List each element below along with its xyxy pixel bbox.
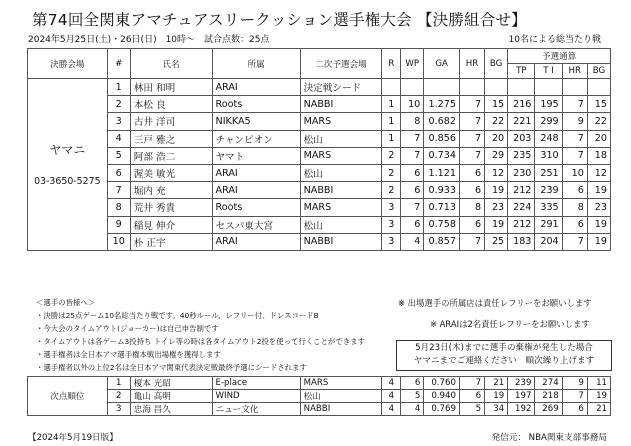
tp-cell: 216 <box>508 96 535 113</box>
header-ga: GA <box>424 49 460 79</box>
tbg-cell: 22 <box>587 113 610 130</box>
affil-cell: NIKKA5 <box>212 113 300 130</box>
prelim-cell: 松山 <box>300 390 382 403</box>
tbg-cell: 15 <box>587 96 610 113</box>
issuer: 発信元： NBA関東支部事務局 <box>491 433 607 443</box>
ga-cell: 0.933 <box>424 182 460 199</box>
ga-cell: 0.857 <box>424 233 460 250</box>
name-cell: 林田 和明 <box>130 79 212 96</box>
r-cell: 2 <box>382 147 401 164</box>
r-cell: 1 <box>382 113 401 130</box>
bg-cell: 34 <box>485 403 508 416</box>
thr-cell: 9 <box>562 113 587 130</box>
header-num: # <box>107 49 130 79</box>
ti-cell: 218 <box>535 390 562 403</box>
r-cell: 2 <box>382 164 401 181</box>
num-cell: 3 <box>107 113 130 130</box>
wp-cell: 6 <box>401 216 424 233</box>
ti-cell: 239 <box>535 182 562 199</box>
table-row <box>28 403 611 416</box>
affil-cell: ヤマト <box>212 147 300 164</box>
hr-cell: 6 <box>459 216 484 233</box>
bg-cell: 20 <box>485 130 508 147</box>
num-cell: 10 <box>107 233 130 250</box>
tp-cell: 212 <box>508 182 535 199</box>
note-line: ＜選手の皆様へ＞ <box>36 298 96 307</box>
header-ti: T I <box>535 64 562 79</box>
num-cell: 7 <box>107 182 130 199</box>
prelim-cell: MARS <box>300 377 382 390</box>
wp-cell: 5 <box>401 390 424 403</box>
header-wp: WP <box>401 49 424 79</box>
tbg-cell: 19 <box>587 182 610 199</box>
affil-cell: ニュー文化 <box>212 403 300 416</box>
bg-cell: 29 <box>485 147 508 164</box>
bg-cell <box>485 79 508 96</box>
wp-cell <box>401 79 424 96</box>
num-cell: 9 <box>107 216 130 233</box>
affil-cell: ARAI <box>212 233 300 250</box>
thr-cell: 6 <box>562 403 587 416</box>
venue-cell <box>28 79 108 251</box>
wp-cell: 4 <box>401 233 424 250</box>
table-row <box>28 164 611 181</box>
hr-cell: 7 <box>459 96 484 113</box>
note-line: ・選手権者以外の上位2名は全日本アマ関東代表決定戦最終予選にシードされます <box>36 363 307 372</box>
tp-cell: 221 <box>508 113 535 130</box>
thr-cell: 8 <box>562 199 587 216</box>
name-cell: 堀内 充 <box>130 182 212 199</box>
tp-cell: 192 <box>508 403 535 416</box>
table-row <box>28 199 611 216</box>
r-cell: 4 <box>382 403 401 416</box>
header-venue: 決勝会場 <box>28 49 108 79</box>
tbg-cell: 12 <box>587 164 610 181</box>
ti-cell: 251 <box>535 164 562 181</box>
num-cell: 2 <box>107 96 130 113</box>
prelim-cell: 松山 <box>300 164 382 181</box>
tbg-cell: 21 <box>587 403 610 416</box>
name-cell: 朴 正宇 <box>130 233 212 250</box>
affil-cell: Roots <box>212 199 300 216</box>
hr-cell: 6 <box>459 182 484 199</box>
ti-cell: 204 <box>535 233 562 250</box>
ti-cell: 335 <box>535 199 562 216</box>
tbg-cell: 19 <box>587 390 610 403</box>
name-cell: 古井 洋司 <box>130 113 212 130</box>
name-cell: 忠海 昌久 <box>130 403 212 416</box>
prelim-cell: NABBI <box>300 182 382 199</box>
r-cell: 1 <box>382 96 401 113</box>
r-cell: 2 <box>382 182 401 199</box>
prelim-cell: MARS <box>300 113 382 130</box>
thr-cell: 7 <box>562 147 587 164</box>
hr-cell: 7 <box>459 147 484 164</box>
ga-cell: 0.758 <box>424 216 460 233</box>
bg-cell: 19 <box>485 182 508 199</box>
ga-cell: 0.734 <box>424 147 460 164</box>
format-note: 10名による総当たり戦 <box>508 35 601 45</box>
bg-cell: 19 <box>485 216 508 233</box>
bg-cell: 15 <box>485 96 508 113</box>
thr-cell <box>562 79 587 96</box>
num-cell: 8 <box>107 199 130 216</box>
table-row <box>28 130 611 147</box>
referee-note-2: ※ ARAIは2名責任レフリーをお願いします <box>430 319 590 329</box>
affil-cell: ARAI <box>212 79 300 96</box>
ga-cell: 0.713 <box>424 199 460 216</box>
table-row <box>28 216 611 233</box>
tp-cell: 230 <box>508 164 535 181</box>
header-name: 氏名 <box>130 49 212 79</box>
header-tp: TP <box>508 64 535 79</box>
ti-cell: 299 <box>535 113 562 130</box>
header-total: 予選通算 <box>508 49 611 64</box>
r-cell: 4 <box>382 377 401 390</box>
ti-cell: 269 <box>535 403 562 416</box>
tbg-cell: 20 <box>587 130 610 147</box>
name-cell: 渥美 敏光 <box>130 164 212 181</box>
prelim-cell: MARS <box>300 147 382 164</box>
ti-cell: 310 <box>535 147 562 164</box>
table-row <box>28 79 611 96</box>
date-line: 2024年5月25日(土)・26日(日) 10時〜 試合点数：25点 <box>28 35 270 45</box>
header-thr: HR <box>562 64 587 79</box>
table-row <box>28 233 611 250</box>
tp-cell: 197 <box>508 390 535 403</box>
reserve-label: 次点順位 <box>28 377 108 416</box>
ga-cell: 0.682 <box>424 113 460 130</box>
r-cell: 4 <box>382 390 401 403</box>
ti-cell: 248 <box>535 130 562 147</box>
referee-note-1: ※ 出場選手の所属店は責任レフリーをお願いします <box>398 298 592 308</box>
header-prelim: 二次予選会場 <box>300 49 382 79</box>
affil-cell: ARAI <box>212 182 300 199</box>
withdrawal-notice-line: 5月23日(木)までに選手の棄権が発生した場合 <box>415 343 593 353</box>
header-affil: 所属 <box>212 49 300 79</box>
num-cell: 6 <box>107 164 130 181</box>
tp-cell: 235 <box>508 147 535 164</box>
affil-cell: E-place <box>212 377 300 390</box>
header-tbg: BG <box>587 64 610 79</box>
thr-cell: 6 <box>562 182 587 199</box>
ga-cell: 0.769 <box>424 403 460 416</box>
affil-cell: ARAI <box>212 164 300 181</box>
num-cell: 1 <box>107 79 130 96</box>
ga-cell: 1.121 <box>424 164 460 181</box>
hr-cell: 7 <box>459 130 484 147</box>
ti-cell: 274 <box>535 377 562 390</box>
ga-cell: 0.856 <box>424 130 460 147</box>
hr-cell <box>459 79 484 96</box>
withdrawal-notice-box <box>396 340 612 371</box>
prelim-cell: NABBI <box>300 96 382 113</box>
r-cell: 3 <box>382 216 401 233</box>
hr-cell: 6 <box>459 390 484 403</box>
tp-cell: 224 <box>508 199 535 216</box>
tbg-cell: 19 <box>587 233 610 250</box>
page-title: 第74回全関東アマチュアスリークッション選手権大会 【決勝組合せ】 <box>32 11 527 29</box>
tbg-cell: 23 <box>587 199 610 216</box>
note-line: ・決勝は25点ゲーム10名総当たり戦です。40秒ルール、レフリー付、ドレスコードB <box>36 311 319 320</box>
bg-cell: 21 <box>485 377 508 390</box>
bg-cell: 23 <box>485 199 508 216</box>
ga-cell: 1.275 <box>424 96 460 113</box>
prelim-cell: 松山 <box>300 130 382 147</box>
wp-cell: 7 <box>401 147 424 164</box>
prelim-cell: NABBI <box>300 403 382 416</box>
ti-cell: 291 <box>535 216 562 233</box>
tbg-cell: 18 <box>587 147 610 164</box>
thr-cell: 9 <box>562 377 587 390</box>
affil-cell: WIND <box>212 390 300 403</box>
wp-cell: 6 <box>401 182 424 199</box>
prelim-cell: MARS <box>300 199 382 216</box>
note-line: ・選手権者は全日本アマ選手権本戦出場権を獲得します <box>36 350 221 359</box>
tbg-cell: 11 <box>587 377 610 390</box>
thr-cell: 6 <box>562 216 587 233</box>
prelim-cell: 松山 <box>300 216 382 233</box>
withdrawal-notice-line: ヤマニまでご連絡ください 順次繰り上げます <box>413 356 595 366</box>
tp-cell: 183 <box>508 233 535 250</box>
header-row <box>28 49 611 64</box>
thr-cell: 7 <box>562 130 587 147</box>
tbg-cell: 19 <box>587 216 610 233</box>
affil-cell: Roots <box>212 96 300 113</box>
header-bg: BG <box>485 49 508 79</box>
r-cell: 3 <box>382 199 401 216</box>
hr-cell: 6 <box>459 164 484 181</box>
ga-cell: 0.760 <box>424 377 460 390</box>
affil-cell: セスパ東大宮 <box>212 216 300 233</box>
wp-cell: 4 <box>401 403 424 416</box>
name-cell: 榎本 光昭 <box>130 377 212 390</box>
thr-cell: 7 <box>562 96 587 113</box>
thr-cell: 10 <box>562 164 587 181</box>
hr-cell: 7 <box>459 113 484 130</box>
bg-cell: 22 <box>485 113 508 130</box>
venue-phone: 03-3650-5275 <box>34 176 101 188</box>
r-cell: 1 <box>382 130 401 147</box>
header-hr: HR <box>459 49 484 79</box>
thr-cell: 7 <box>562 390 587 403</box>
prelim-cell: NABBI <box>300 233 382 250</box>
wp-cell: 6 <box>401 377 424 390</box>
hr-cell: 7 <box>459 233 484 250</box>
bg-cell: 12 <box>485 164 508 181</box>
note-line: ・今大会のタイムアウト(ジョーカー)は自己申告制です <box>36 324 219 333</box>
r-cell <box>382 79 401 96</box>
hr-cell: 8 <box>459 199 484 216</box>
name-cell: 亀山 高明 <box>130 390 212 403</box>
num-cell: 3 <box>107 403 130 416</box>
reserve-table <box>27 376 611 416</box>
tp-cell <box>508 79 535 96</box>
ga-cell: 0.940 <box>424 390 460 403</box>
bg-cell: 19 <box>485 390 508 403</box>
r-cell: 3 <box>382 233 401 250</box>
bracket-table <box>27 48 611 251</box>
num-cell: 2 <box>107 390 130 403</box>
hr-cell: 7 <box>459 377 484 390</box>
table-row <box>28 390 611 403</box>
name-cell: 阿部 浩二 <box>130 147 212 164</box>
header-r: R <box>382 49 401 79</box>
wp-cell: 7 <box>401 130 424 147</box>
table-row <box>28 182 611 199</box>
table-row <box>28 96 611 113</box>
name-cell: 三戸 雅之 <box>130 130 212 147</box>
name-cell: 荒井 秀貴 <box>130 199 212 216</box>
tp-cell: 239 <box>508 377 535 390</box>
venue-name: ヤマニ <box>49 143 86 158</box>
note-line: ・タイムアウトは各ゲーム3投持ち トイレ等の時は各タイムアウト2投を使って行くことができます <box>36 337 365 346</box>
table-row <box>28 377 611 390</box>
name-cell: 稲見 伸介 <box>130 216 212 233</box>
num-cell: 1 <box>107 377 130 390</box>
num-cell: 5 <box>107 147 130 164</box>
prelim-cell: 決定戦シード <box>300 79 382 96</box>
ga-cell <box>424 79 460 96</box>
affil-cell: チャンピオン <box>212 130 300 147</box>
tp-cell: 212 <box>508 216 535 233</box>
wp-cell: 10 <box>401 96 424 113</box>
version-date: 【2024年5月19日版】 <box>28 433 118 443</box>
tbg-cell <box>587 79 610 96</box>
player-notes <box>36 296 365 374</box>
num-cell: 4 <box>107 130 130 147</box>
name-cell: 本松 良 <box>130 96 212 113</box>
bg-cell: 25 <box>485 233 508 250</box>
ti-cell <box>535 79 562 96</box>
table-row <box>28 147 611 164</box>
tp-cell: 203 <box>508 130 535 147</box>
table-row <box>28 113 611 130</box>
hr-cell: 5 <box>459 403 484 416</box>
wp-cell: 8 <box>401 113 424 130</box>
thr-cell: 7 <box>562 233 587 250</box>
wp-cell: 6 <box>401 164 424 181</box>
ti-cell: 195 <box>535 96 562 113</box>
wp-cell: 7 <box>401 199 424 216</box>
